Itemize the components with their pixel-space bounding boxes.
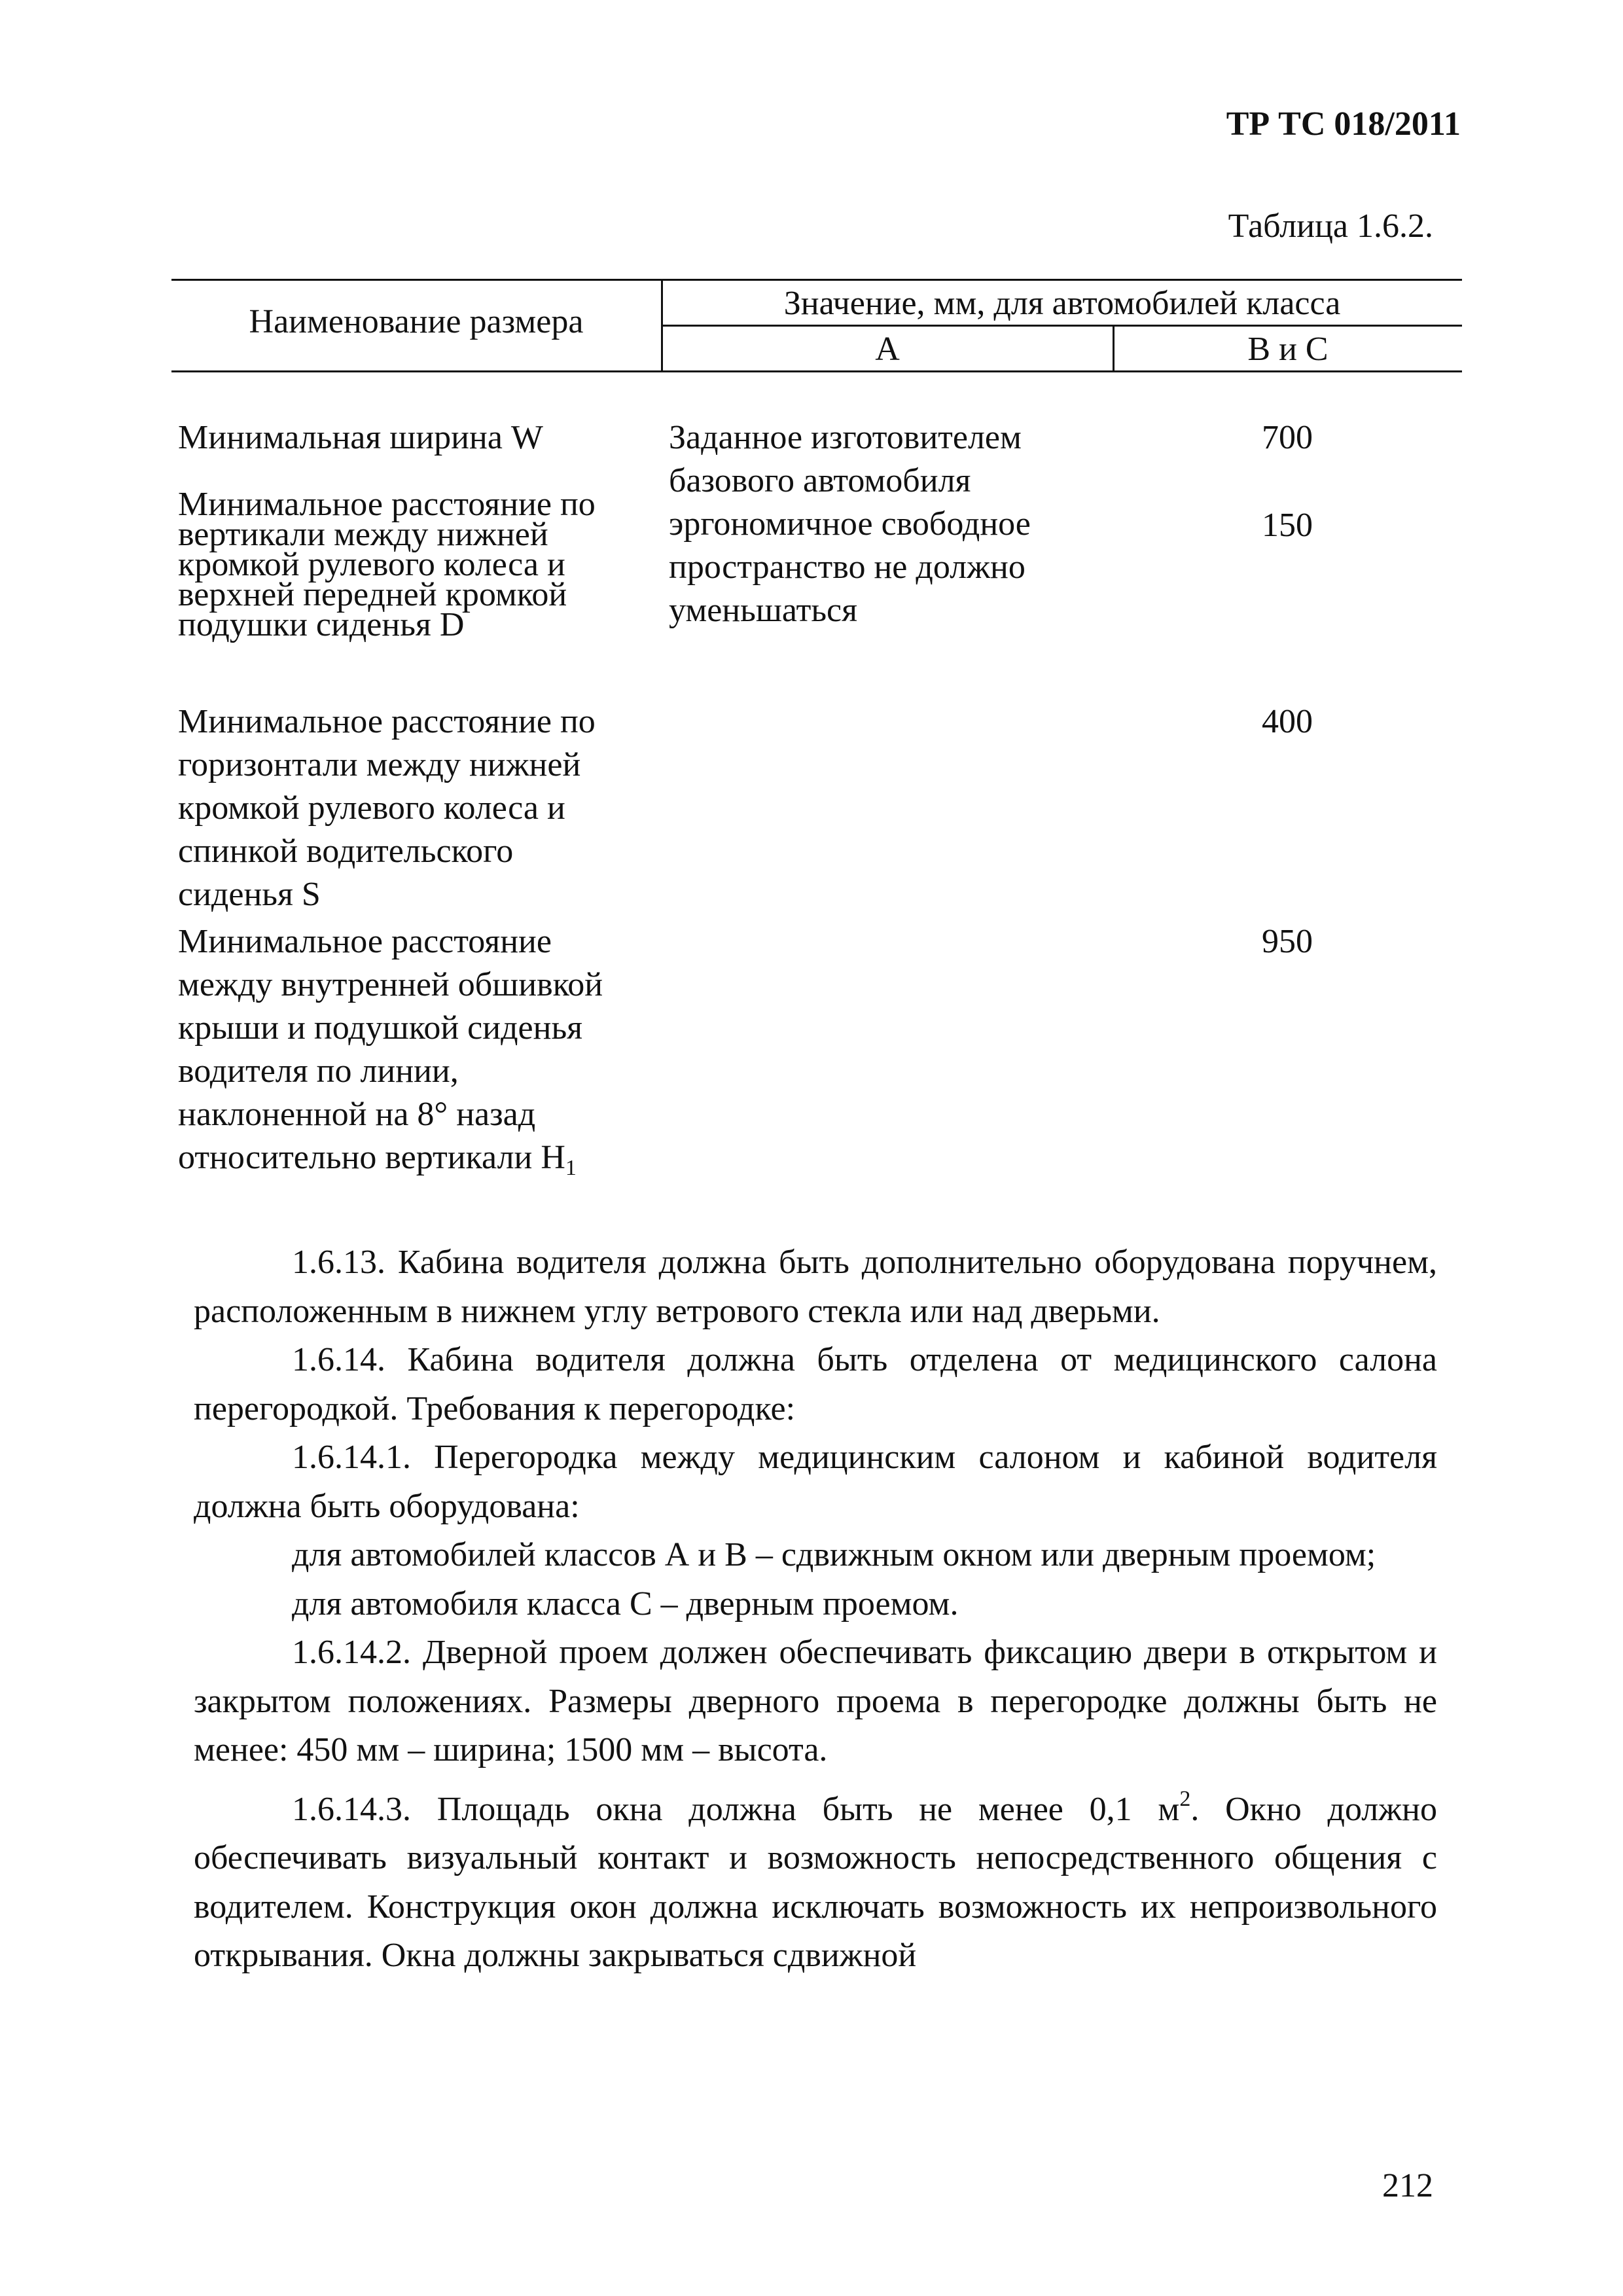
paragraph: 1.6.13. Кабина водителя должна быть дополнительно оборудована поручнем, расположенным в нижнем углу ветрового стекла или над дверьми. (194, 1244, 1437, 1330)
paragraph: 1.6.14.1. Перегородка между медицинским салоном и кабиной водителя должна быть оборудована: (194, 1439, 1437, 1525)
table-caption: Таблица 1.6.2. (1228, 207, 1433, 245)
page-number: 212 (1382, 2167, 1433, 2204)
table-row-value: 700 (1262, 419, 1313, 456)
table-header-bottom-rule (171, 370, 1462, 372)
paragraph: 1.6.14.3. Площадь окна должна быть не менее 0,1 $м^2$. Окно должно обеспечивать визуальный контакт и возможность непосредственного общения с водителем. Конструкция окон должна исключать возможность их непроизвольного открывания. Окна должны закрываться сдвижной (194, 1786, 1437, 1974)
table-header-mid-rule (662, 325, 1462, 327)
paragraph: 1.6.14. Кабина водителя должна быть отделена от медицинского салона перегородкой. Требования к перегородке: (194, 1341, 1437, 1427)
table-row-value: 400 (1262, 703, 1313, 740)
body-text (194, 1238, 1437, 1981)
paragraph: для автомобилей классов А и В – сдвижным окном или дверным проемом; (292, 1536, 1376, 1573)
table-row-value: 150 (1262, 507, 1313, 544)
table-row-name: Минимальная ширина W (178, 419, 543, 456)
table-row-name: Минимальное расстояние по вертикали между нижней кромкой рулевого колеса и верхней передней кромкой подушки сиденья D (178, 486, 596, 643)
document-code: ТР ТС 018/2011 (1226, 105, 1461, 143)
table-row-name: Минимальное расстояние по горизонтали между нижней кромкой рулевого колеса и спинкой водительского сиденья S (178, 703, 596, 913)
class-a-text: Заданное изготовителем базового автомобиля эргономичное свободное пространство не должно уменьшаться (669, 419, 1031, 629)
table-row-name: Минимальное расстояние между внутренней обшивкой крыши и подушкой сиденья водителя по линии, наклоненной на 8° назад относительно вертикали $H_1$ (178, 923, 603, 1180)
column-header-name: Наименование размера (249, 303, 584, 340)
table-top-rule (171, 279, 1462, 281)
column-header-value: Значение, мм, для автомобилей класса (783, 285, 1341, 322)
paragraph: для автомобиля класса С – дверным проемом. (292, 1585, 959, 1623)
paragraph: 1.6.14.2. Дверной проем должен обеспечивать фиксацию двери в открытом и закрытом положениях. Размеры дверного проема в перегородке должны быть не менее: 450 мм – ширина; 1500 мм – высота. (194, 1634, 1437, 1768)
column-header-class-a: А (875, 331, 900, 368)
column-header-class-bc: В и С (1247, 331, 1329, 368)
table-row-value: 950 (1262, 923, 1313, 960)
